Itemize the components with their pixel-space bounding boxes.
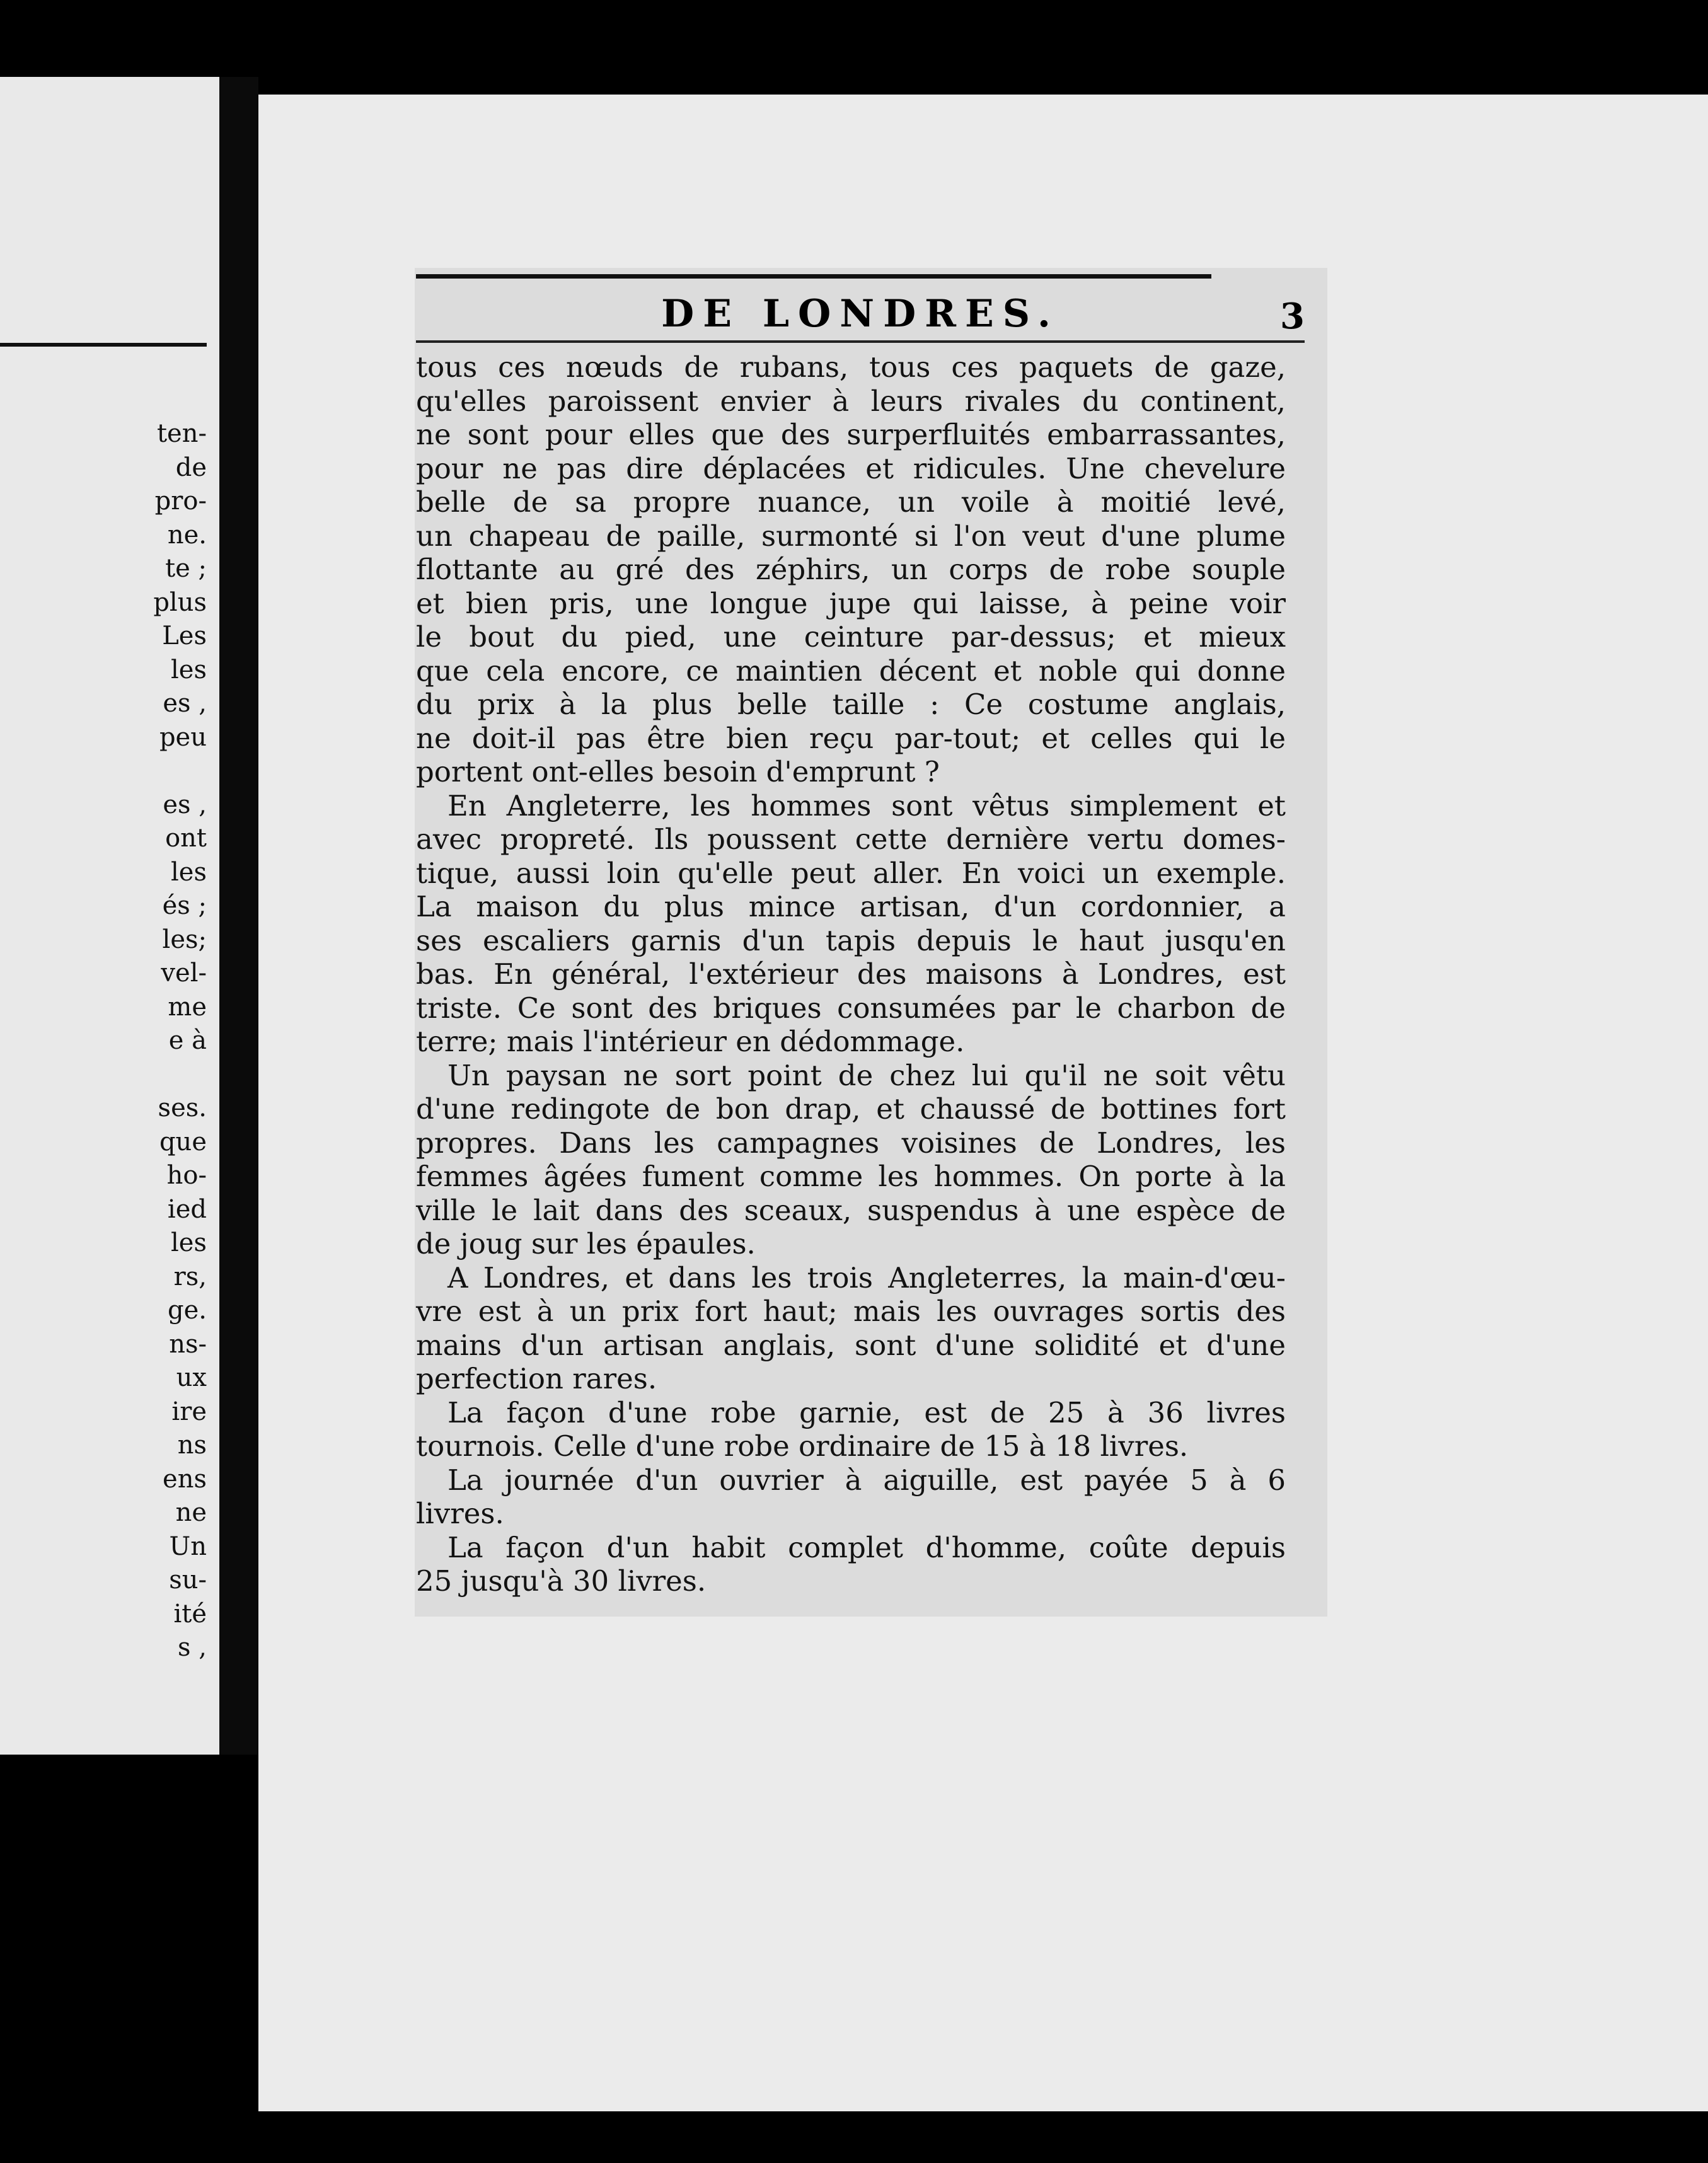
left-page-fragment: s ,: [178, 1633, 207, 1662]
page-number: 3: [1280, 296, 1305, 337]
text-line: ville le lait dans des sceaux, suspendus à une espèce de: [416, 1193, 1286, 1227]
left-page-text-fragments: [18, 417, 207, 1665]
left-page-fragment: ux: [176, 1363, 207, 1392]
left-page-fragment: ne.: [167, 520, 207, 550]
text-line: vre est à un prix fort haut; mais les ouvrages sortis des: [416, 1295, 1286, 1328]
text-line: femmes âgées fument comme les hommes. On porte à la: [416, 1160, 1286, 1193]
left-page-fragment: Un: [169, 1531, 207, 1561]
left-page-fragment: ge.: [168, 1296, 207, 1325]
left-page-fragment: ont: [165, 824, 207, 853]
left-page-fragment: les: [171, 655, 207, 684]
running-title: DE LONDRES.: [661, 292, 1059, 336]
left-page-fragment: vel-: [161, 959, 207, 988]
header-rule: [416, 340, 1305, 343]
text-line: triste. Ce sont des briques consumées par le charbon de: [416, 991, 1286, 1025]
text-line: ne doit-il pas être bien reçu par-tout; et celles qui le: [416, 721, 1286, 755]
left-page-fragment: ho-: [166, 1161, 207, 1190]
left-page-fragment: ns: [177, 1431, 207, 1460]
text-line: pour ne pas dire déplacées et ridicules. Une chevelure: [416, 451, 1286, 485]
text-line: ses escaliers garnis d'un tapis depuis le haut jusqu'en: [416, 923, 1286, 957]
text-line: de joug sur les épaules.: [416, 1227, 756, 1260]
text-line: tournois. Celle d'une robe ordinaire de 15 à 18 livres.: [416, 1429, 1189, 1463]
left-page-fragment: és ;: [162, 891, 207, 920]
left-page-fragment: de: [175, 453, 207, 482]
left-page-fragment: les;: [162, 925, 207, 954]
left-page-fragment: es ,: [163, 689, 207, 718]
text-line: que cela encore, ce maintien décent et noble qui donne: [416, 654, 1286, 688]
left-page-fragment: e à: [168, 1026, 207, 1055]
text-line: En Angleterre, les hommes sont vêtus simplement et: [447, 788, 1286, 822]
book-binding: [219, 77, 258, 1755]
body-text: [416, 350, 1286, 1598]
left-page-fragment: que: [159, 1127, 207, 1156]
text-line: livres.: [416, 1497, 504, 1530]
header-top-rule: [416, 274, 1211, 279]
text-line: tique, aussi loin qu'elle peut aller. En voici un exemple.: [416, 856, 1286, 890]
text-line: et bien pris, une longue jupe qui laisse, à peine voir: [416, 586, 1286, 620]
text-line: d'une redingote de bon drap, et chaussé de bottines fort: [416, 1092, 1286, 1126]
text-line: Un paysan ne sort point de chez lui qu'il ne soit vêtu: [447, 1058, 1286, 1092]
left-page-fragment: ire: [171, 1397, 207, 1426]
left-page-fragment: rs,: [173, 1262, 207, 1291]
left-page-fragment: peu: [159, 722, 207, 752]
text-line: La maison du plus mince artisan, d'un cordonnier, a: [416, 890, 1286, 923]
text-line: La façon d'une robe garnie, est de 25 à 36 livres: [447, 1395, 1286, 1429]
text-line: ne sont pour elles que des surperfluités embarrassantes,: [416, 418, 1286, 451]
text-line: avec propreté. Ils poussent cette dernière vertu domes-: [416, 822, 1286, 856]
running-header: [416, 274, 1305, 347]
left-page-fragment: plus: [153, 587, 207, 617]
left-page-fragment: pro-: [154, 487, 207, 516]
left-page-fragment: [18, 1058, 207, 1092]
text-line: le bout du pied, une ceinture par-dessus; et mieux: [416, 620, 1286, 654]
text-line: La façon d'un habit complet d'homme, coûte depuis: [447, 1530, 1286, 1564]
left-page-fragment: les: [171, 857, 207, 887]
text-line: A Londres, et dans les trois Angleterres, la main-d'œu-: [447, 1260, 1286, 1295]
text-line: perfection rares.: [416, 1362, 657, 1395]
text-line: tous ces nœuds de rubans, tous ces paquets de gaze,: [416, 350, 1286, 384]
left-page-fragment: Les: [162, 621, 207, 650]
left-page-fragment: te ;: [165, 554, 207, 583]
left-page-fragment: [18, 754, 207, 788]
left-page-fragment: su-: [169, 1566, 207, 1595]
text-line: propres. Dans les campagnes voisines de Londres, les: [416, 1126, 1286, 1160]
text-line: portent ont-elles besoin d'emprunt ?: [416, 755, 940, 788]
left-page-fragment: les: [171, 1228, 207, 1257]
left-page-fragment: ne: [175, 1498, 207, 1527]
left-page-fragment: ses.: [158, 1093, 207, 1122]
left-page-rule: [0, 343, 207, 347]
left-page-fragment: ten-: [156, 419, 207, 448]
left-page-fragment: ité: [173, 1599, 207, 1629]
left-page-fragment: ns-: [169, 1329, 207, 1359]
left-page-fragment: ens: [163, 1464, 207, 1494]
text-line: bas. En général, l'extérieur des maisons à Londres, est: [416, 957, 1286, 991]
text-line: mains d'un artisan anglais, sont d'une solidité et d'une: [416, 1328, 1286, 1362]
left-page-fragment: me: [168, 992, 207, 1022]
text-line: 25 jusqu'à 30 livres.: [416, 1564, 707, 1598]
left-page-fragment: ied: [167, 1194, 207, 1224]
text-line: terre; mais l'intérieur en dédommage.: [416, 1025, 965, 1058]
text-line: un chapeau de paille, surmonté si l'on veut d'une plume: [416, 519, 1286, 553]
text-line: flottante au gré des zéphirs, un corps de robe souple: [416, 553, 1286, 586]
left-page: [0, 77, 219, 1755]
text-line: La journée d'un ouvrier à aiguille, est payée 5 à 6: [447, 1463, 1286, 1497]
text-line: belle de sa propre nuance, un voile à moitié levé,: [416, 485, 1286, 519]
text-line: qu'elles paroissent envier à leurs rivales du continent,: [416, 384, 1286, 418]
text-line: du prix à la plus belle taille : Ce costume anglais,: [416, 688, 1286, 721]
left-page-fragment: es ,: [163, 790, 207, 819]
